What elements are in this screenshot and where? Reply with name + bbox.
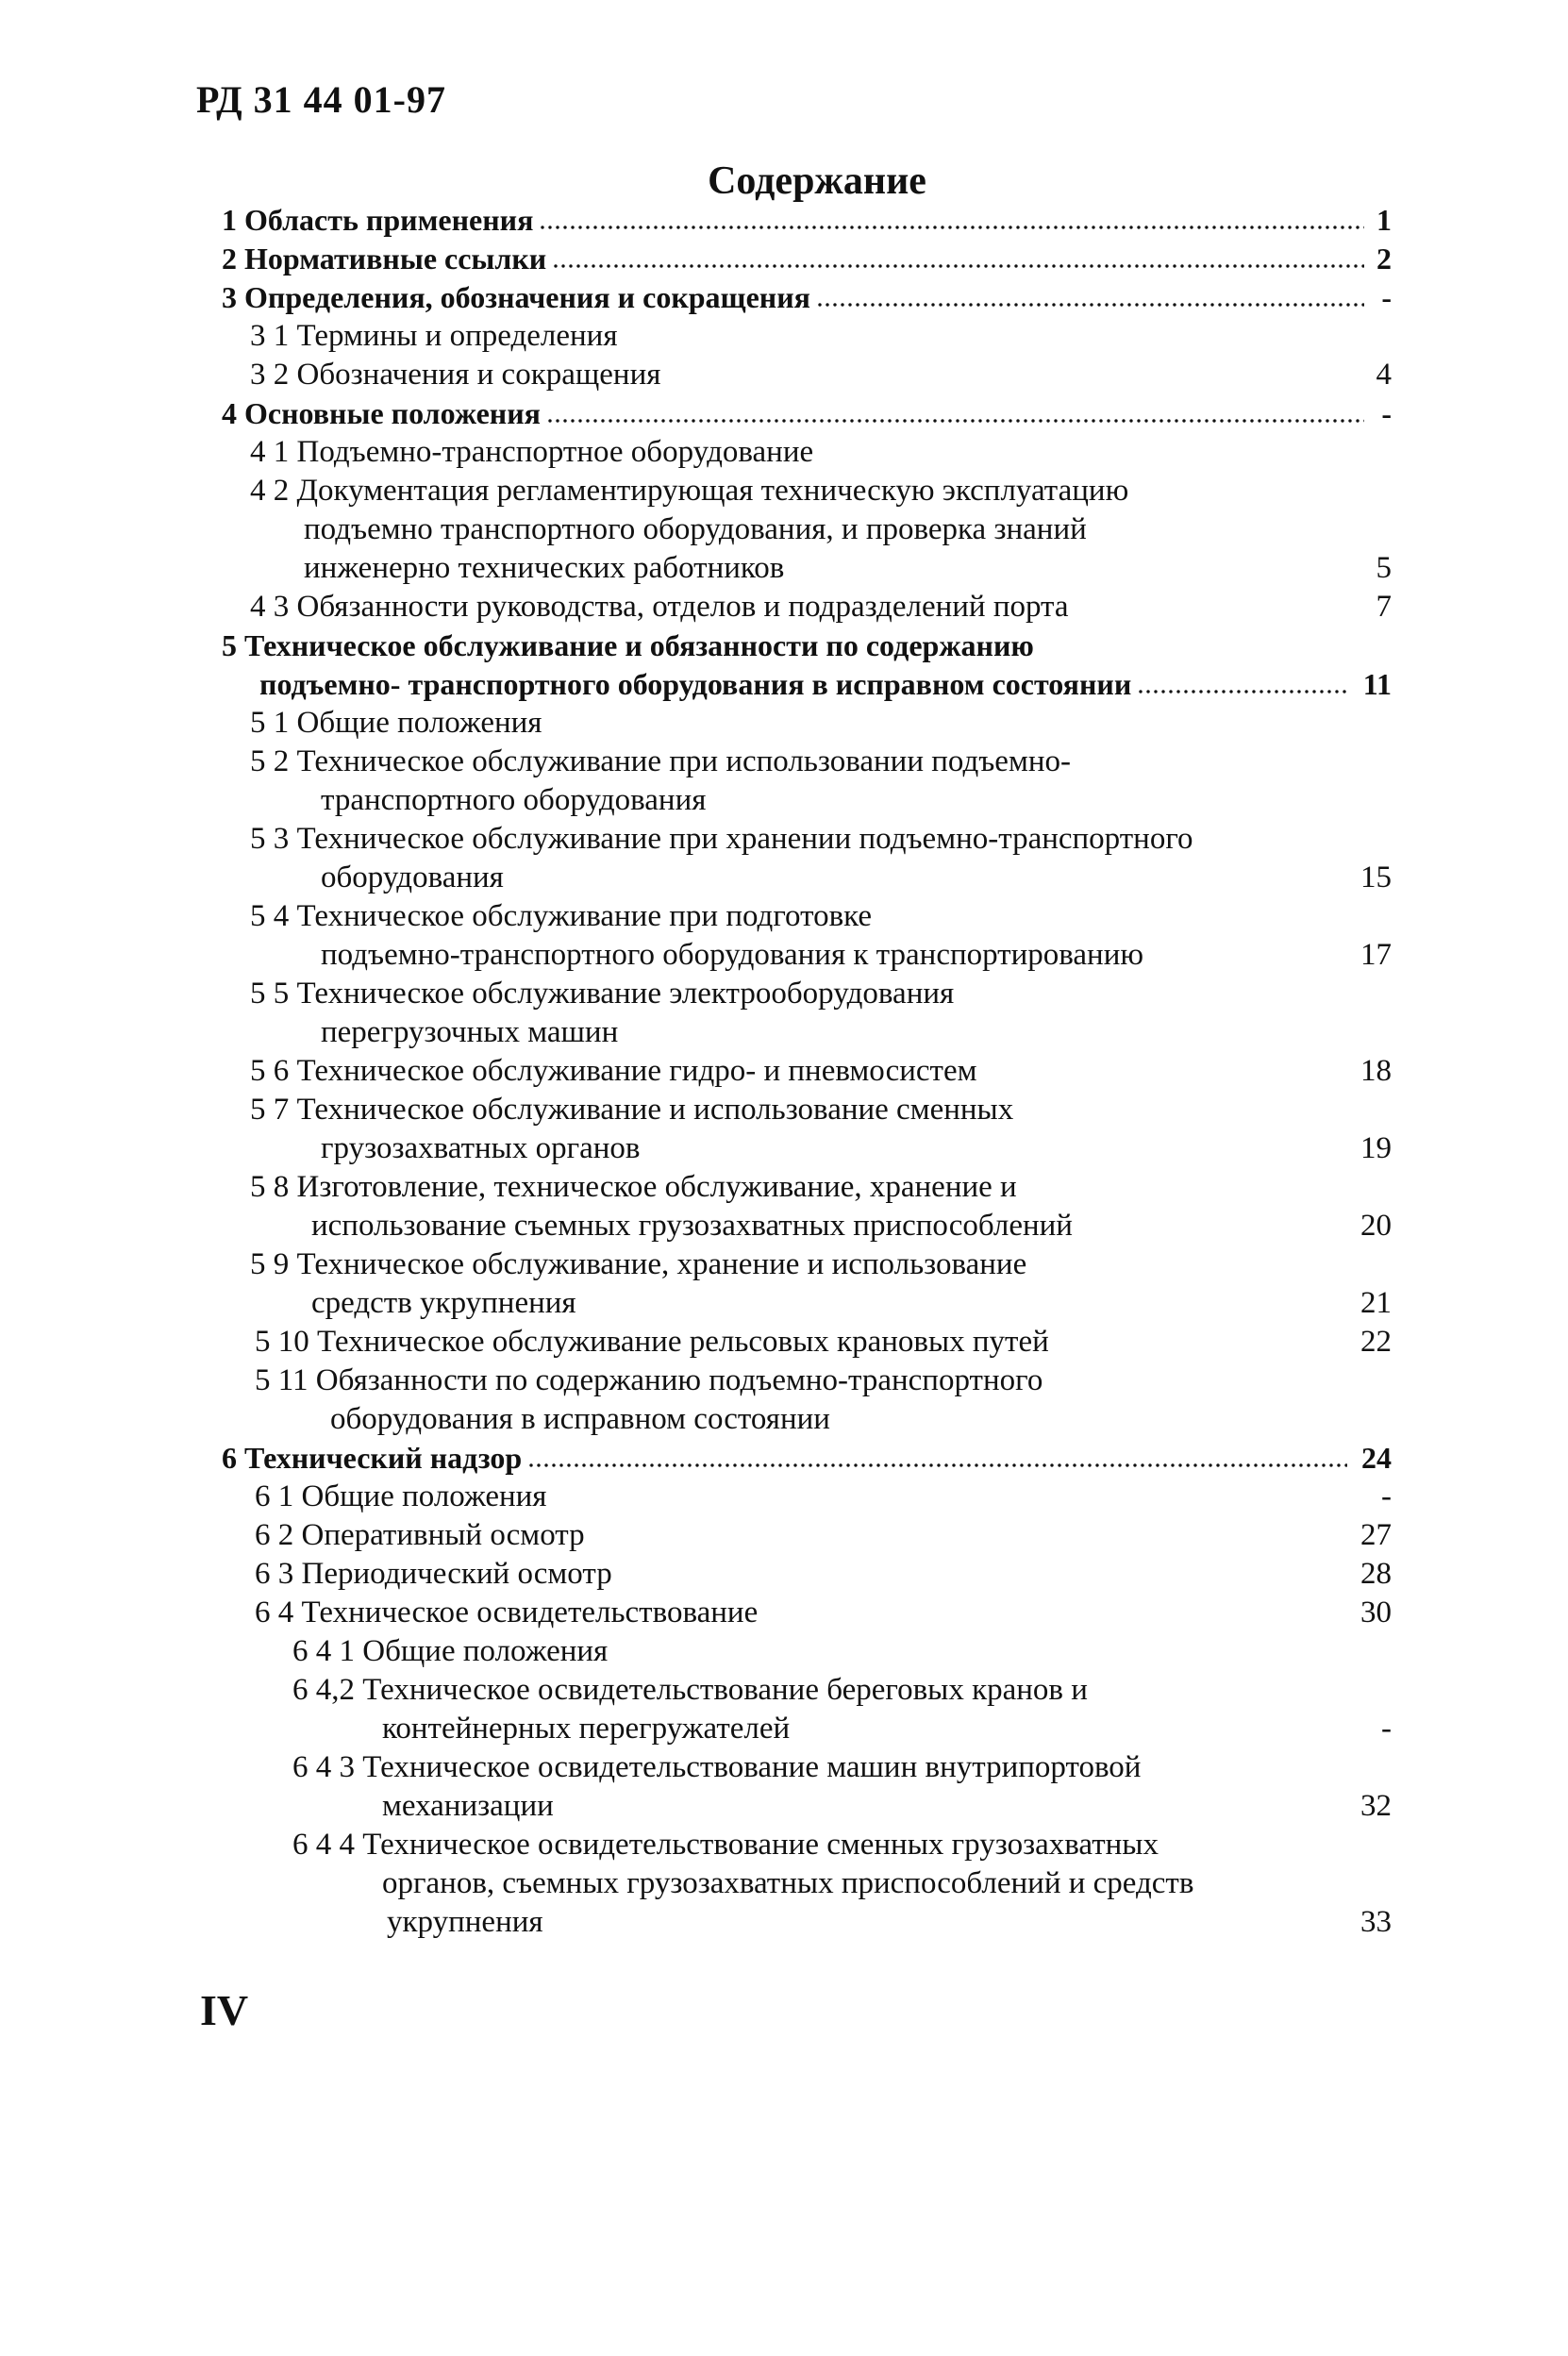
toc-entry-text: перегрузочных машин [321,1015,619,1049]
toc-entry [0,1671,1568,1710]
page-number: IV [200,1986,249,2034]
toc-entry [0,1903,1568,1942]
toc-entry-page: 15 [1360,861,1392,894]
toc-entry [0,549,1568,588]
toc-entry-text: 4 2 Документация регламентирующая техническую эксплуатацию [250,474,1129,508]
toc-entry-text: 6 4,2 Техническое освидетельствование береговых кранов и [292,1673,1088,1707]
toc-entry-page: - [1381,1479,1392,1513]
toc-entry-text: 5 8 Изготовление, техническое обслуживание, хранение и [250,1170,1017,1204]
toc-entry [0,1362,1568,1400]
toc-entry [0,201,1568,240]
toc-entry-text: 3 Определения, обозначения и сокращения [222,280,810,314]
toc-entry [0,1207,1568,1245]
toc-entry [0,627,1568,665]
toc-entry-page: - [1381,280,1392,314]
toc-entry [0,510,1568,549]
toc-entry-page: 7 [1376,590,1392,624]
toc-entry-page: 33 [1360,1905,1392,1939]
toc-entry [0,936,1568,975]
toc-entry [0,394,1568,433]
toc-entry [0,1826,1568,1864]
toc-entry-text: контейнерных перегружателей [382,1712,791,1746]
toc-entry [0,588,1568,627]
toc-leader-dots [552,262,1364,270]
toc-entry-text: транспортного оборудования [321,783,707,817]
toc-entry-page: - [1381,1712,1392,1746]
toc-title: Содержание [708,159,926,203]
toc-entry-page: 28 [1360,1557,1392,1591]
toc-entry-text: 6 4 3 Техническое освидетельствование машин внутрипортовой [292,1750,1142,1784]
toc-entry-page: 30 [1360,1596,1392,1629]
toc-entry-text: 5 4 Техническое обслуживание при подготовке [250,899,873,933]
toc-entry-text: 4 3 Обязанности руководства, отделов и подразделений порта [250,590,1069,624]
toc-entry [0,1555,1568,1594]
toc-leader-dots [539,224,1364,231]
toc-entry-page: 5 [1376,551,1392,585]
toc-entry [0,1052,1568,1091]
toc-entry-text: оборудования [321,861,504,894]
toc-entry-text: 3 1 Термины и определения [250,319,618,353]
toc-entry-text: 4 Основные положения [222,396,541,430]
toc-leader-dots [1137,688,1347,695]
toc-entry-text: 6 4 Техническое освидетельствование [255,1596,759,1629]
toc-entry-page: 20 [1360,1209,1392,1243]
toc-entry-text: механизации [382,1789,554,1823]
toc-entry [0,820,1568,859]
toc-entry [0,1091,1568,1129]
toc-entry-text: 5 6 Техническое обслуживание гидро- и пневмосистем [250,1054,977,1088]
toc-entry-text: 6 4 4 Техническое освидетельствование сменных грузозахватных [292,1828,1159,1862]
toc-entry-text: 1 Область применения [222,203,534,237]
toc-entry-page: 27 [1360,1518,1392,1552]
document-code: РД 31 44 01-97 [196,78,446,121]
toc-entry [0,317,1568,356]
toc-entry-text: 5 7 Техническое обслуживание и использование сменных [250,1093,1014,1127]
toc-entry-page: 2 [1376,242,1392,276]
toc-entry [0,1439,1568,1478]
toc-entry-text: грузозахватных органов [321,1131,641,1165]
toc-entry [0,433,1568,472]
toc-entry-page: 32 [1360,1789,1392,1823]
toc-entry [0,1478,1568,1516]
toc-leader-dots [527,1462,1347,1469]
toc-entry-text: 6 4 1 Общие положения [292,1634,609,1668]
toc-entry [0,240,1568,278]
toc-entry-page: 18 [1360,1054,1392,1088]
toc-entry [0,1748,1568,1787]
toc-entry [0,278,1568,317]
toc-entry-text: 6 3 Периодический осмотр [255,1557,612,1591]
toc-entry-text: использование съемных грузозахватных приспособлений [311,1209,1073,1243]
toc-entry [0,897,1568,936]
toc-entry-page: 21 [1360,1286,1392,1320]
toc-entry [0,1864,1568,1903]
toc-entry [0,743,1568,781]
toc-entry [0,1400,1568,1439]
toc-entry-text: 6 1 Общие положения [255,1479,547,1513]
toc-leader-dots [546,417,1364,425]
toc-entry [0,472,1568,510]
toc-entry [0,1710,1568,1748]
toc-entry-text: 5 9 Техническое обслуживание, хранение и использование [250,1247,1027,1281]
toc-entry [0,1516,1568,1555]
toc-entry-text: 3 2 Обозначения и сокращения [250,358,661,392]
toc-entry-text: 5 11 Обязанности по содержанию подъемно-транспортного [255,1363,1043,1397]
toc-entry-text: 2 Нормативные ссылки [222,242,547,276]
toc-entry [0,704,1568,743]
toc-entry-page: 17 [1360,938,1392,972]
toc-entry [0,1284,1568,1323]
toc-leader-dots [816,301,1364,309]
toc-entry [0,1323,1568,1362]
toc-entry [0,665,1568,704]
toc-entry [0,1013,1568,1052]
toc-entry-text: 5 1 Общие положения [250,706,542,740]
toc-entry-text: 6 Технический надзор [222,1441,523,1475]
toc-entry [0,1129,1568,1168]
toc-entry-page: 4 [1376,358,1392,392]
toc-entry [0,781,1568,820]
toc-entry-text: 5 10 Техническое обслуживание рельсовых крановых путей [255,1325,1049,1359]
toc-entry-text: подъемно- транспортного оборудования в исправном состоянии [259,667,1132,701]
toc-entry [0,1632,1568,1671]
toc-entry-text: 5 3 Техническое обслуживание при хранении подъемно-транспортного [250,822,1193,856]
toc-entry-text: подъемно-транспортного оборудования к транспортированию [321,938,1144,972]
toc-entry [0,356,1568,394]
toc-entry [0,1787,1568,1826]
toc-entry-page: 22 [1360,1325,1392,1359]
toc-entry [0,1168,1568,1207]
toc-entry-text: 5 Техническое обслуживание и обязанности по содержанию [222,628,1034,662]
toc-entry-text: органов, съемных грузозахватных приспособлений и средств [382,1866,1194,1900]
toc-entry-page: - [1381,396,1392,430]
toc-entry-page: 1 [1376,203,1392,237]
toc-entry-text: подъемно транспортного оборудования, и проверка знаний [304,512,1087,546]
toc-entry-text: инженерно технических работников [304,551,785,585]
toc-entry [0,1245,1568,1284]
toc-entry [0,1594,1568,1632]
toc-entry [0,859,1568,897]
toc-entry-text: 5 5 Техническое обслуживание электрооборудования [250,977,955,1011]
toc-entry-text: средств укрупнения [311,1286,576,1320]
toc-entry-text: укрупнения [387,1905,543,1939]
toc-entry-text: 4 1 Подъемно-транспортное оборудование [250,435,814,469]
toc-entry-page: 24 [1361,1441,1392,1475]
toc-entry-text: 6 2 Оперативный осмотр [255,1518,585,1552]
toc-entry-page: 19 [1360,1131,1392,1165]
toc-entry-text: 5 2 Техническое обслуживание при использовании подъемно- [250,744,1071,778]
toc-entry-page: 11 [1362,667,1392,701]
toc-entry-text: оборудования в исправном состоянии [330,1402,830,1436]
toc-entry [0,975,1568,1013]
